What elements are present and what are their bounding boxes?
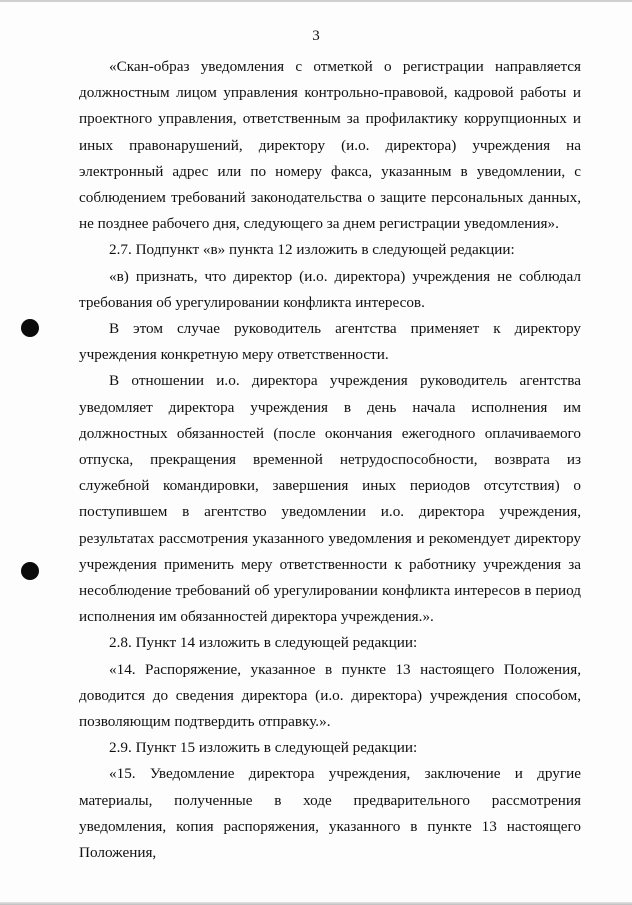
punch-hole-mark [21, 562, 39, 580]
paragraph-clause-2-9: 2.9. Пункт 15 изложить в следующей редакции: [109, 739, 418, 757]
paragraph-subclause-v: «в) признать, что директор (и.о. директора) учреждения не соблюдал требования об урегулировании конфликта интересов. [79, 267, 581, 311]
document-body [79, 54, 581, 866]
paragraph-acting-director: В отношении и.о. директора учреждения руководитель агентства уведомляет директора учреждения в день начала исполнения им должностных обязанностей (после окончания ежегодного оплачиваемого отпуска, прекращения временной нетрудоспособности, возврата из служебной командировки, завершения иных периодов отсутствия) о поступившем в агентство уведомлении и.о. директора учреждения, результатах рассмотрения указанного уведомления и рекомендует директору учреждения применить меру ответственности к работнику учреждения за несоблюдение требований об урегулировании конфликта интересов в период исполнения им обязанностей директора учреждения.». [79, 372, 581, 626]
paragraph-clause-2-8: 2.8. Пункт 14 изложить в следующей редакции: [109, 634, 418, 652]
paragraph-responsibility: В этом случае руководитель агентства применяет к директору учреждения конкретную меру ответственности. [79, 320, 581, 364]
punch-hole-mark [21, 319, 39, 337]
paragraph-clause-2-7: 2.7. Подпункт «в» пункта 12 изложить в следующей редакции: [109, 241, 515, 259]
paragraph-clause-15: «15. Уведомление директора учреждения, заключение и другие материалы, полученные в ходе предварительного рассмотрения уведомления, копия распоряжения, указанного в пункте 13 настоящего Положения, [79, 765, 581, 862]
page-number: 3 [312, 28, 320, 44]
paragraph-scan-notification: «Скан-образ уведомления с отметкой о регистрации направляется должностным лицом управления контрольно-правовой, кадровой работы и проектного управления, ответственным за профилактику коррупционных и иных правонарушений, директору (и.о. директора) учреждения на электронный адрес или по номеру факса, указанным в уведомлении, с соблюдением требований законодательства о защите персональных данных, не позднее рабочего дня, следующего за днем регистрации уведомления». [79, 58, 581, 233]
scan-top-edge [0, 0, 632, 2]
paragraph-clause-14: «14. Распоряжение, указанное в пункте 13 настоящего Положения, доводится до сведения директора (и.о. директора) учреждения способом, позволяющим подтвердить отправку.». [79, 660, 581, 731]
